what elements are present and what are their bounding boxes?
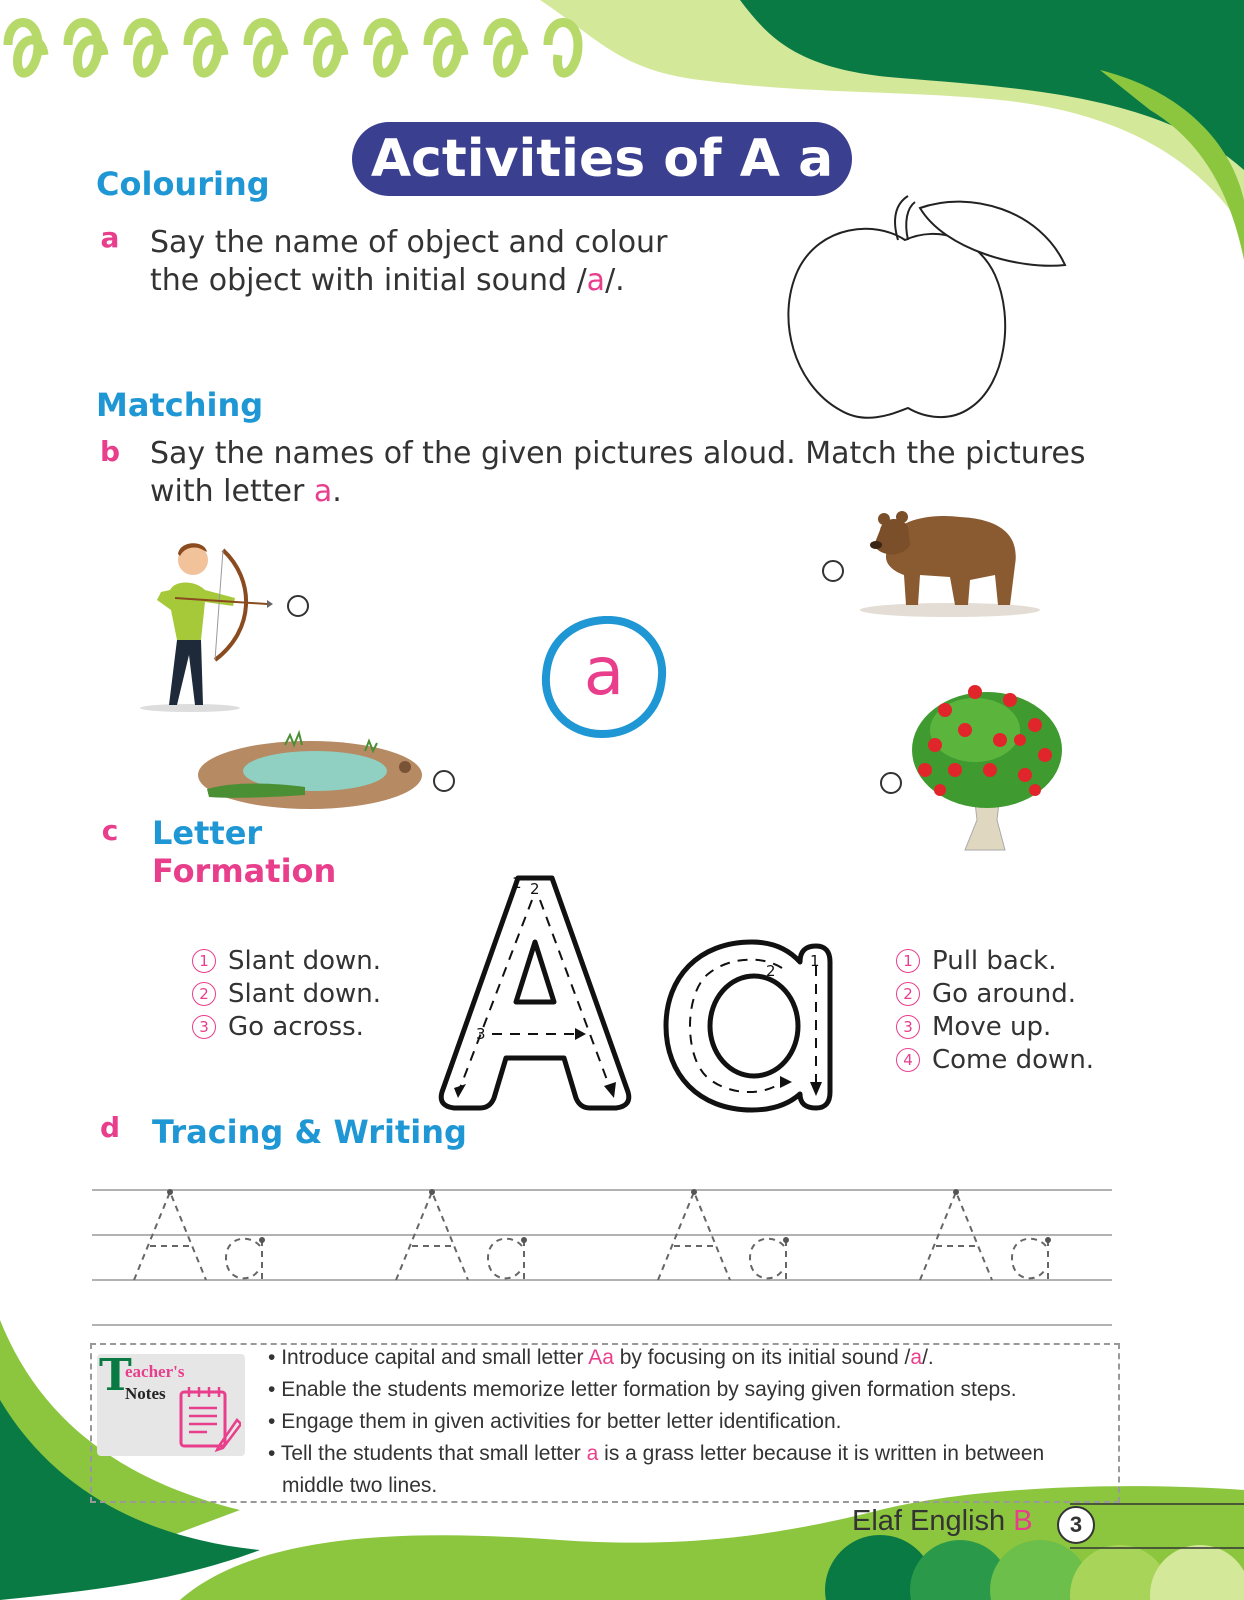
apple-outline-image[interactable] [780,190,1080,425]
notepad-icon [175,1384,241,1452]
bear-image[interactable] [850,505,1040,620]
sound-letter: a [586,263,606,298]
teacher-notes-badge [97,1350,245,1456]
matching-line1: Say the names of the given pictures aloud. Match the pictures [150,436,1086,471]
notes-label-1: eacher's [125,1362,185,1381]
page-number: 3 [1057,1506,1095,1544]
capital-a-formation [420,862,650,1130]
matching-heading: Matching [96,386,264,424]
capital-steps [192,945,381,1044]
capital-step-3: 3 Go across. [192,1011,381,1044]
notes-label-2: Notes [125,1384,166,1403]
tracing-lines[interactable] [92,1180,1114,1330]
bear-match-dot[interactable] [822,560,844,582]
note-1: • Introduce capital and small letter Aa by focusing on its initial sound /a/. [268,1342,1108,1374]
center-letter[interactable]: a [583,633,625,710]
colouring-line1: Say the name of object and colour [150,225,668,260]
capital-step-2: 2 Slant down. [192,978,381,1011]
small-step-2: 2 Go around. [896,978,1094,1011]
bubble-b-icon: b [99,435,121,468]
footer-level: B [1013,1505,1033,1537]
teacher-notes-list [268,1342,1108,1502]
notes-big-t: T [99,1350,132,1401]
small-a-marker-2: 2 [766,962,776,980]
a-marker-2: 2 [530,880,540,898]
small-a-formation [660,932,835,1122]
footer-book-title: Elaf English B [852,1505,1033,1537]
bubble-a-icon: a [100,221,120,254]
matching-instruction [150,435,1110,511]
pond-match-dot[interactable] [433,770,455,792]
small-step-3: 3 Move up. [896,1011,1094,1044]
small-a-marker-1: 1 [810,952,820,970]
formation-heading-1: Letter [152,814,263,852]
bubble-d-icon: d [99,1111,121,1144]
formation-heading-2: Formation [152,852,337,890]
note-4: • Tell the students that small letter a is a grass letter because it is written in between middle two lines. [268,1438,1108,1502]
archer-boy-image[interactable] [135,540,275,715]
capital-step-1: 1 Slant down. [192,945,381,978]
matching-line2: with letter a. [150,474,342,509]
match-letter: a [313,474,333,509]
note-3: • Engage them in given activities for better letter identification. [268,1406,1108,1438]
colouring-line2: the object with initial sound /a/. [150,263,625,298]
a-marker-1: 1 [512,874,522,892]
archer-match-dot[interactable] [287,595,309,617]
page-title: Activities of A a [352,122,852,196]
colouring-heading: Colouring [96,165,270,203]
bubble-c-icon: c [101,814,119,847]
tree-match-dot[interactable] [880,772,902,794]
note-2: • Enable the students memorize letter formation by saying given formation steps. [268,1374,1108,1406]
pond-crocodile-image[interactable] [195,725,430,815]
small-step-4: 4 Come down. [896,1044,1094,1077]
small-steps [896,945,1094,1077]
tracing-heading: Tracing & Writing [152,1113,467,1151]
small-step-1: 1 Pull back. [896,945,1094,978]
apple-tree-image[interactable] [905,670,1070,855]
colouring-instruction [150,224,710,300]
a-marker-3: 3 [476,1025,486,1043]
